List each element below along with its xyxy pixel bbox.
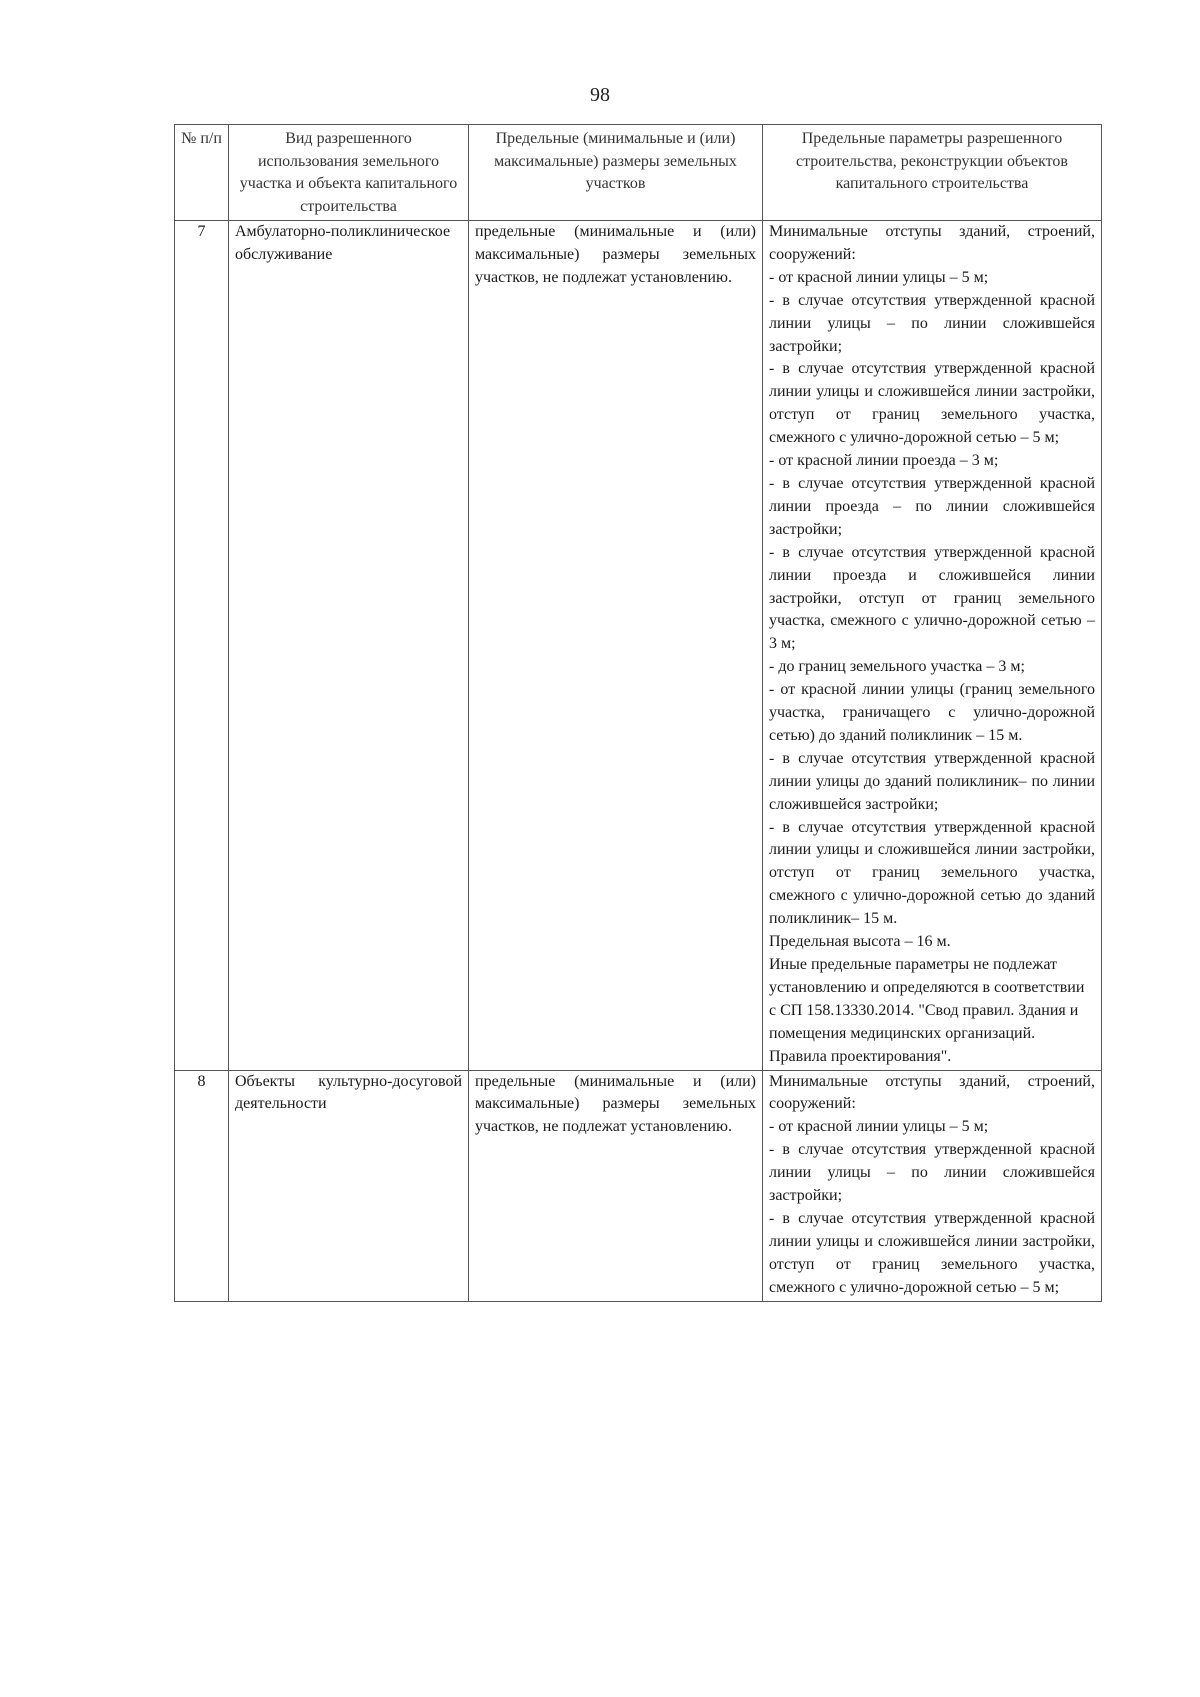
use-type-cell [229, 1070, 469, 1301]
parameters-cell [763, 221, 1102, 1071]
parameter-item: - до границ земельного участка – 3 м; [769, 658, 1025, 676]
header-use-type-label: Вид разрешенного использования земельного участка и объекта капитального строительства [239, 130, 458, 215]
header-use-type [229, 125, 469, 221]
parameter-item: - от красной линии улицы (границ земельного участка, граничащего с улично-дорожной сетью) до зданий поликлиник – 15 м. [769, 681, 1095, 744]
use-type-text: Амбулаторно-поликлиническое обслуживание [235, 223, 451, 263]
header-num-label: № п/п [181, 130, 222, 147]
header-num [175, 125, 229, 221]
parameters-cell [763, 1070, 1102, 1301]
use-type-text: Объекты культурно-досуговой деятельности [235, 1072, 462, 1113]
parameter-item: Иные предельные параметры не подлежат установлению и определяются в соответствии с СП 158.13330.2014. "Свод правил. Здания и помещения медицинских организаций. Правила проектирования". [769, 956, 1085, 1065]
land-use-table [174, 124, 1102, 1302]
table-row [175, 221, 1102, 1071]
header-plot-sizes-label: Предельные (минимальные и (или) максимальные) размеры земельных участков [494, 130, 737, 192]
parameter-item: - в случае отсутствия утвержденной красной линии проезда – по линии сложившейся застройки; [769, 474, 1095, 538]
plot-sizes-text: предельные (минимальные и (или) максимальные) размеры земельных участков, не подлежат установлению. [475, 223, 756, 286]
parameter-item: Минимальные отступы зданий, строений, сооружений: [769, 223, 1095, 263]
parameter-item: - от красной линии проезда – 3 м; [769, 452, 999, 470]
table-row [175, 1070, 1102, 1301]
parameter-item: - в случае отсутствия утвержденной красной линии проезда и сложившейся линии застройки, отступ от границ земельного участка, смежного с улично-дорожной сетью – 3 м; [769, 543, 1095, 653]
header-plot-sizes [469, 125, 763, 221]
row-num-cell: 7 [175, 221, 229, 1071]
row-num-cell: 8 [175, 1070, 229, 1301]
parameter-item: Предельная высота – 16 м. [769, 933, 951, 951]
parameter-item: - в случае отсутствия утвержденной красной линии улицы – по линии сложившейся застройки; [769, 1141, 1095, 1205]
parameter-item: - в случае отсутствия утвержденной красной линии улицы и сложившейся линии застройки, отступ от границ земельного участка, смежного с улично-дорожной сетью до зданий поликлиник– 15 м. [769, 818, 1095, 928]
parameter-item: - от красной линии улицы – 5 м; [769, 268, 989, 286]
plot-sizes-cell [469, 221, 763, 1071]
header-parameters [763, 125, 1102, 221]
parameter-item: - в случае отсутствия утвержденной красной линии улицы и сложившейся линии застройки, отступ от границ земельного участка, смежного с улично-дорожной сетью – 5 м; [769, 1209, 1095, 1296]
page-number: 98 [590, 84, 610, 106]
parameter-item: - от красной линии улицы – 5 м; [769, 1118, 989, 1136]
plot-sizes-cell [469, 1070, 763, 1301]
parameter-item: Минимальные отступы зданий, строений, сооружений: [769, 1072, 1095, 1113]
header-parameters-label: Предельные параметры разрешенного строительства, реконструкции объектов капитального строительства [796, 130, 1068, 192]
parameter-item: - в случае отсутствия утвержденной красной линии улицы и сложившейся линии застройки, отступ от границ земельного участка, смежного с улично-дорожной сетью – 5 м; [769, 360, 1095, 447]
table-header-row [175, 125, 1102, 221]
use-type-cell [229, 221, 469, 1071]
plot-sizes-text: предельные (минимальные и (или) максимальные) размеры земельных участков, не подлежат установлению. [475, 1072, 756, 1136]
parameter-item: - в случае отсутствия утвержденной красной линии улицы – по линии сложившейся застройки; [769, 291, 1095, 355]
parameter-item: - в случае отсутствия утвержденной красной линии улицы до зданий поликлиник– по линии сложившейся застройки; [769, 749, 1095, 813]
